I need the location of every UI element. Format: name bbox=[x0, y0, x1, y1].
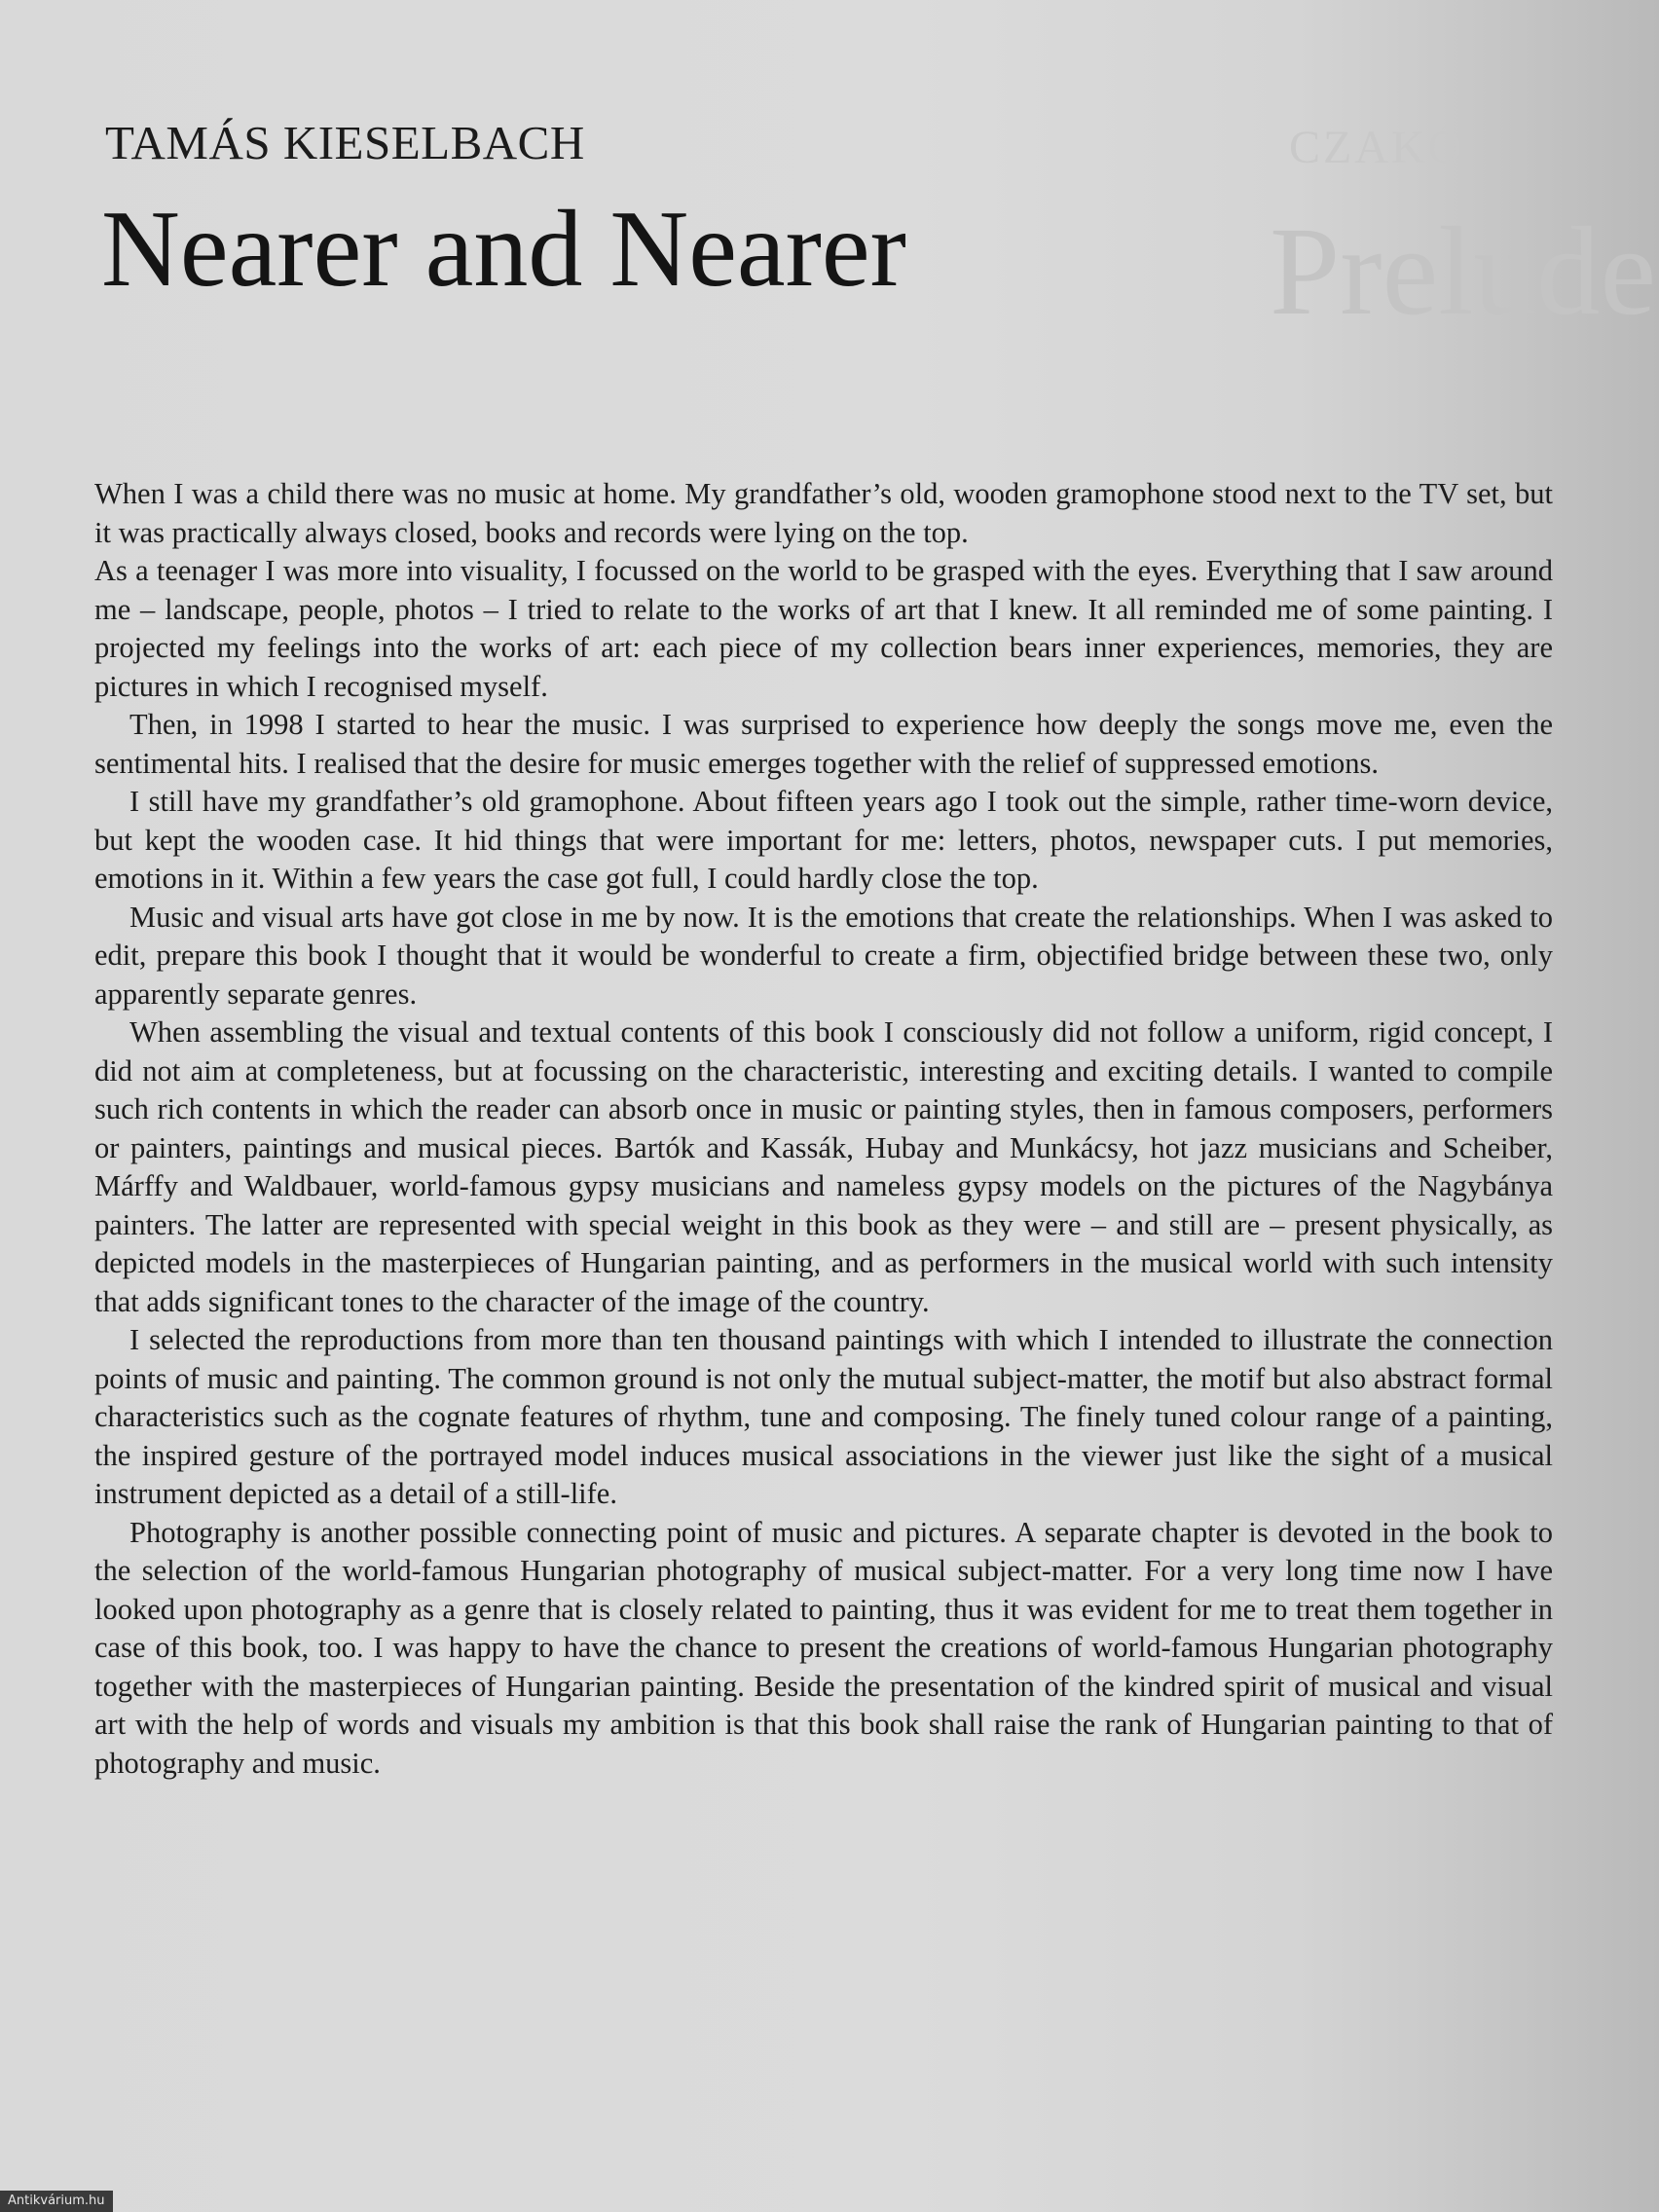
paragraph: As a teenager I was more into visuality, I focussed on the world to be grasped with the eyes. Everything that I saw around me – landscape, people, photos – I tried to relate to the works of art that I knew. It all reminded me of some painting. I projected my feelings into the works of art: each piece of my collection bears inner experiences, memories, they are pictures in which I recognised myself. bbox=[94, 554, 1553, 703]
watermark-badge: Antikvárium.hu bbox=[0, 2191, 113, 2212]
paragraph: I still have my grandfather’s old gramophone. About fifteen years ago I took out the simple, rather time-worn device, but kept the wooden case. It hid things that were important for me: letters, photos, newspaper cuts. I put memories, emotions in it. Within a few years the case got full, I could hardly close the top. bbox=[94, 785, 1553, 895]
paragraph: I selected the reproductions from more than ten thousand paintings with which I intended to illustrate the connection points of music and painting. The common ground is not only the mutual subject-matter, the motif but also abstract formal characteristics such as the cognate features of rhythm, tune and composing. The finely tuned colour range of a painting, the inspired gesture of the portrayed model induces musical associations in the viewer just like the sight of a musical instrument depicted as a detail of a still-life. bbox=[94, 1323, 1553, 1510]
paragraph: Music and visual arts have got close in me by now. It is the emotions that create the relationships. When I was asked to edit, prepare this book I thought that it would be wonderful to create a firm, objectified bridge between these two, only apparently separate genres. bbox=[94, 900, 1553, 1011]
facing-page-bleed-through bbox=[1211, 117, 1659, 350]
author-name: TAMÁS KIESELBACH bbox=[105, 116, 585, 169]
page-title: Nearer and Nearer bbox=[101, 189, 906, 310]
paragraph: When assembling the visual and textual contents of this book I consciously did not follow a uniform, rigid concept, I did not aim at completeness, but at focussing on the characteristic, interesting and exciting details. I wanted to compile such rich contents in which the reader can absorb once in music or painting styles, then in famous composers, performers or painters, paintings and musical pieces. Bartók and Kassák, Hubay and Munkácsy, hot jazz musicians and Scheiber, Márffy and Waldbauer, world-famous gypsy musicians and nameless gypsy models on the pictures of the Nagybánya painters. The latter are represented with special weight in this book as they were – and still are – present physically, as depicted models in the masterpieces of Hungarian painting, and as performers in the musical world with such intensity that adds significant tones to the character of the image of the country. bbox=[94, 1015, 1553, 1318]
facing-page-title: Prelude bbox=[1270, 202, 1657, 342]
paragraph: When I was a child there was no music at home. My grandfather’s old, wooden gramophone stood next to the TV set, but it was practically always closed, books and records were lying on the top. bbox=[94, 477, 1553, 549]
paragraph: Then, in 1998 I started to hear the music. I was surprised to experience how deeply the songs move me, even the sentimental hits. I realised that the desire for music emerges together with the relief of suppressed emotions. bbox=[94, 708, 1553, 780]
body-text bbox=[94, 475, 1553, 1783]
paragraph: Photography is another possible connecting point of music and pictures. A separate chapter is devoted in the book to the selection of the world-famous Hungarian photography of musical subject-matter. For a very long time now I have looked upon photography as a genre that is closely related to painting, thus it was evident for me to treat them together in case of this book, too. I was happy to have the chance to present the creations of world-famous Hungarian photography together with the masterpieces of Hungarian painting. Beside the presentation of the kindred spirit of musical and visual art with the help of words and visuals my ambition is that this book shall raise the rank of Hungarian painting to that of photography and music. bbox=[94, 1515, 1553, 1780]
facing-page-author: CZAKÓ bbox=[1289, 122, 1465, 173]
